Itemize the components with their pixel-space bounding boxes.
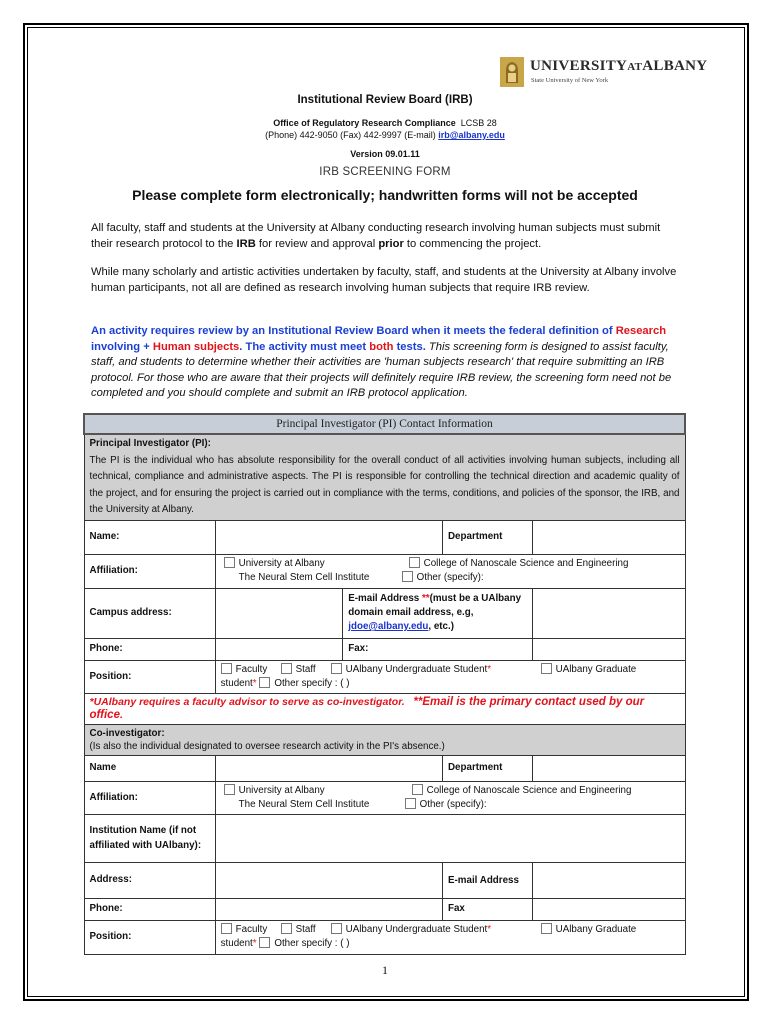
- pi-campus-field[interactable]: [215, 588, 343, 638]
- minerva-seal-icon: [500, 57, 524, 87]
- coi-pos-undergrad-checkbox[interactable]: [331, 923, 342, 934]
- coi-institution-label: Institution Name (if not affiliated with UAlbany):: [84, 814, 215, 862]
- electronic-notice: Please complete form electronically; handwritten forms will not be accepted: [132, 187, 638, 203]
- intro-paragraph-3: An activity requires review by an Institutional Review Board when it meets the federal definition of Research involving + Human subjects. The activity must meet both tests. This screening form is designed to assist faculty, staff, and students to determine whether their activities are 'human subjects research' that require submitting an IRB protocol. For those who are aware that their projects will definitely require IRB review, the screening form need not be completed and you should complete and submit an IRB protocol application.: [91, 325, 672, 399]
- coi-position-options: Faculty Staff UAlbany Undergraduate Student* UAlbany Graduate student* Other specify : ( ): [215, 920, 685, 954]
- coi-email-field[interactable]: [532, 862, 685, 898]
- pi-email-label: E-mail Address **(must be a UAlbany domain email address, e.g, jdoe@albany.edu, etc.): [343, 588, 533, 638]
- coi-name-label: Name: [84, 755, 215, 781]
- pi-department-field[interactable]: [532, 520, 685, 554]
- coi-aff-other-checkbox[interactable]: [405, 798, 416, 809]
- coi-fax-label: Fax: [442, 898, 532, 920]
- coi-institution-field[interactable]: [215, 814, 685, 862]
- pi-affiliation-options: University at Albany College of Nanoscale Science and Engineering The Neural Stem Cell Institute Other (specify):: [215, 554, 685, 588]
- contact-form-table: [83, 413, 686, 955]
- pi-position-label: Position:: [84, 660, 215, 693]
- pi-position-options: Faculty Staff UAlbany Undergraduate Student* UAlbany Graduate student* Other specify : ( ): [215, 660, 685, 693]
- page-number: 1: [382, 963, 388, 977]
- irb-email-link[interactable]: irb@albany.edu: [438, 130, 505, 140]
- coi-pos-faculty-checkbox[interactable]: [221, 923, 232, 934]
- coi-email-label: E-mail Address: [442, 862, 532, 898]
- coi-department-label: Department: [442, 755, 532, 781]
- coi-fax-field[interactable]: [532, 898, 685, 920]
- pi-description: Principal Investigator (PI): The PI is the individual who has absolute responsibility for the overall conduct of all activities involving human subjects, including all technical, compliance and administrative aspects. The PI is responsible for controlling the technical direction and academic quality of the project, and for ensuring the project is carried out in compliance with the terms, conditions, and policies of the sponsor, the IRB, and the University at Albany.: [84, 434, 685, 520]
- university-logo: [500, 57, 720, 89]
- intro-paragraph-1: All faculty, staff and students at the University at Albany conducting research involving human subjects must submit their research protocol to the IRB for review and approval prior to commencing the project.: [91, 222, 661, 250]
- coi-affiliation-label: Affiliation:: [84, 781, 215, 814]
- pi-affiliation-label: Affiliation:: [84, 554, 215, 588]
- office-line: Office of Regulatory Research Compliance LCSB 28: [273, 118, 497, 128]
- pi-phone-label: Phone:: [84, 638, 215, 660]
- coi-phone-label: Phone:: [84, 898, 215, 920]
- coi-department-field[interactable]: [532, 755, 685, 781]
- pi-campus-label: Campus address:: [84, 588, 215, 638]
- coi-aff-nanoscale-checkbox[interactable]: [412, 784, 423, 795]
- form-title: IRB SCREENING FORM: [319, 166, 451, 178]
- pi-section-header: Principal Investigator (PI) Contact Information: [84, 414, 685, 434]
- logo-wordmark: UNIVERSITYATALBANY: [530, 58, 708, 74]
- pi-aff-other-checkbox[interactable]: [402, 571, 413, 582]
- coi-pos-other-checkbox[interactable]: [259, 937, 270, 948]
- pi-aff-ualbany-checkbox[interactable]: [224, 557, 235, 568]
- irb-title: Institutional Review Board (IRB): [297, 94, 473, 106]
- intro-paragraph-2: While many scholarly and artistic activities undertaken by faculty, staff, and students at the University at Albany involve human participants, not all are defined as research involving human subjects that require IRB review.: [91, 266, 677, 294]
- coi-affiliation-options: University at Albany College of Nanoscale Science and Engineering The Neural Stem Cell Institute Other (specify):: [215, 781, 685, 814]
- pi-email-field[interactable]: [532, 588, 685, 638]
- coi-pos-grad-checkbox[interactable]: [541, 923, 552, 934]
- pi-department-label: Department: [442, 520, 532, 554]
- coi-header: Co-investigator: (Is also the individual designated to oversee research activity in the PI's absence.): [84, 724, 685, 755]
- pi-name-field[interactable]: [215, 520, 442, 554]
- contact-line: (Phone) 442-9050 (Fax) 442-9997 (E-mail) irb@albany.edu: [265, 130, 505, 140]
- logo-subtitle: State University of New York: [531, 77, 609, 84]
- pi-phone-field[interactable]: [215, 638, 343, 660]
- pi-pos-other-checkbox[interactable]: [259, 677, 270, 688]
- pi-footnote: *UAlbany requires a faculty advisor to serve as co-investigator. **Email is the primary contact used by our office.: [84, 693, 685, 724]
- pi-name-label: Name:: [84, 520, 215, 554]
- coi-name-field[interactable]: [215, 755, 442, 781]
- pi-aff-nanoscale-checkbox[interactable]: [409, 557, 420, 568]
- pi-pos-grad-checkbox[interactable]: [541, 663, 552, 674]
- pi-pos-staff-checkbox[interactable]: [281, 663, 292, 674]
- version-label: Version 09.01.11: [350, 149, 420, 159]
- pi-pos-undergrad-checkbox[interactable]: [331, 663, 342, 674]
- coi-position-label: Position:: [84, 920, 215, 954]
- coi-address-field[interactable]: [215, 862, 442, 898]
- pi-pos-faculty-checkbox[interactable]: [221, 663, 232, 674]
- pi-fax-field[interactable]: [532, 638, 685, 660]
- coi-phone-field[interactable]: [215, 898, 442, 920]
- coi-aff-ualbany-checkbox[interactable]: [224, 784, 235, 795]
- pi-fax-label: Fax:: [343, 638, 533, 660]
- coi-pos-staff-checkbox[interactable]: [281, 923, 292, 934]
- coi-address-label: Address:: [84, 862, 215, 898]
